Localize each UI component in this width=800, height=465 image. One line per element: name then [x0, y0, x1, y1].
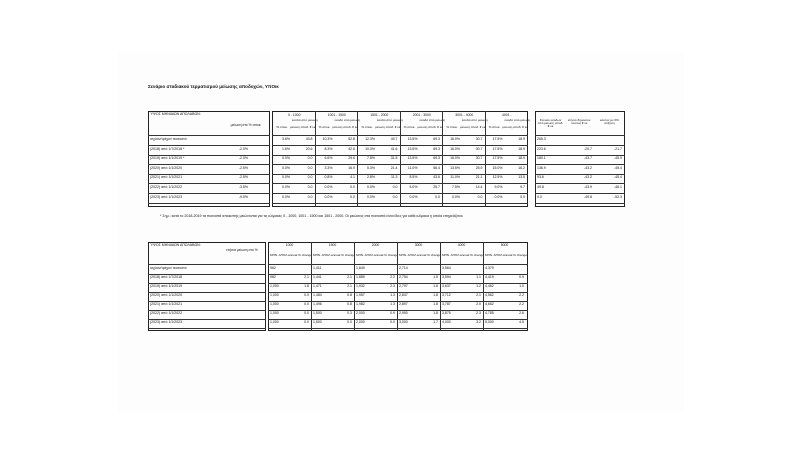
- column-rule: [440, 242, 441, 331]
- monthly-pay: 3,637: [442, 284, 451, 288]
- annual-change: 0.0: [347, 320, 352, 324]
- monthly-pay-header: ΜΗΝ. ΑΠΟΛ.: [356, 253, 375, 257]
- summary-value: -49.8: [584, 194, 592, 199]
- bracket-amount: 0.0: [392, 185, 398, 189]
- table2-reduction-header: ετήσια μείωση στο %: [226, 248, 258, 252]
- bracket-range: 1501 - 2000: [370, 113, 389, 117]
- column-rule: [311, 242, 312, 331]
- row-reduction: -2.5%: [238, 175, 248, 180]
- bracket-pct: 0.0%: [282, 175, 290, 180]
- bracket-amount: 30.7: [475, 137, 483, 141]
- bracket-pct: 17.5%: [492, 156, 503, 161]
- monthly-pay: 1,000: [270, 311, 279, 315]
- monthly-pay: 2,000: [356, 320, 365, 324]
- bracket-amount: 0.0: [307, 165, 313, 170]
- bracket-amount: 56.4: [433, 165, 440, 170]
- bracket-pct: 13.5%: [407, 137, 418, 141]
- annual-change: 1.8: [433, 311, 438, 315]
- monthly-pay: 1,411: [313, 266, 322, 270]
- table1-reduction-header: μείωση στο % αποκ.: [230, 123, 262, 127]
- row-reduction: -2.0%: [238, 146, 248, 151]
- bracket-desc: έσοδα από μείωση: [462, 118, 488, 122]
- row-rule: [535, 135, 625, 136]
- table2-corner-label: ΎΨΟΣ ΜΗΝΙΑΙΩΝ ΑΠΟΛΑΒΩΝ:: [150, 243, 201, 247]
- summary-value: -43.9: [584, 185, 592, 189]
- monthly-pay: 1,500: [313, 320, 322, 324]
- bracket-amount: 0.0: [307, 185, 313, 189]
- salary-level: 4000: [457, 243, 466, 247]
- bracket-amount: 43.8: [305, 137, 313, 141]
- bracket-amount: 0.0: [307, 156, 313, 161]
- monthly-pay-header: ΜΗΝ. ΑΠΟΛ.: [313, 253, 332, 257]
- annual-change-header: annual % change: [460, 253, 484, 257]
- bracket-amount-header: μείωση αποδ. € εκ: [290, 125, 316, 129]
- column-rule: [397, 242, 398, 331]
- bracket-amount: 14.4: [475, 185, 483, 189]
- bracket-desc: έσοδα από μείωση: [504, 118, 531, 122]
- row-rule: [272, 203, 528, 204]
- bracket-amount: 43.6: [433, 175, 440, 180]
- annual-change: 0.8: [347, 293, 352, 297]
- summary-value: -52.3: [614, 194, 622, 199]
- bracket-amount: 29.6: [348, 156, 355, 161]
- annual-change: 2.6: [519, 311, 524, 315]
- summary-value: 180.1: [537, 156, 546, 161]
- summary-value: -21.7: [614, 146, 622, 151]
- bracket-pct: 12.3%: [365, 137, 375, 141]
- annual-change: 1.8: [304, 284, 309, 288]
- annual-change-header: annual % change: [374, 253, 398, 257]
- bracket-amount: 0.0: [350, 194, 355, 199]
- row-label: (2023) από 1/1/2023: [150, 320, 183, 324]
- bracket-amount-header: μείωση αποδ. € εκ: [375, 125, 401, 129]
- bracket-amount: 11.3: [390, 175, 398, 180]
- row-label: (2019) από 1/1/2019 *: [150, 156, 185, 161]
- bracket-pct: 11.0%: [450, 175, 460, 180]
- column-rule: [483, 242, 484, 331]
- monthly-pay: 3,875: [442, 311, 451, 315]
- bracket-amount: 0.0: [350, 185, 355, 189]
- bracket-amount: 0.0: [435, 194, 440, 199]
- bracket-amount: 0.0: [307, 175, 313, 180]
- bracket-pct-header: % αποκ.: [276, 125, 288, 129]
- monthly-pay: 2,847: [399, 293, 408, 297]
- bracket-amount: 4.1: [350, 175, 355, 180]
- bracket-pct: 9.0%: [494, 185, 503, 189]
- document-title: Σενάριο σταδιακού τερματισμού μείωσης αποδοχών, ΥπΟικ: [148, 84, 279, 89]
- bracket-pct: 15.0%: [492, 165, 503, 170]
- bracket-pct: 16.0%: [450, 156, 460, 161]
- salary-level: 5000: [500, 243, 509, 247]
- bracket-desc: έσοδα από μείωση: [334, 118, 361, 122]
- bracket-amount: 31.5: [390, 156, 398, 161]
- bracket-pct: 0.0%: [282, 165, 290, 170]
- bracket-range: 1001 - 1500: [327, 113, 346, 117]
- monthly-pay: 3,564: [442, 266, 451, 270]
- monthly-pay: 4,662: [485, 302, 494, 306]
- bracket-pct: 16.0%: [450, 146, 460, 151]
- bracket-amount: 25.9: [475, 165, 483, 170]
- bracket-pct-header: % αποκ.: [361, 125, 373, 129]
- row-label: (2021) από 1/1/2021: [150, 175, 183, 180]
- bracket-pct: 6.6%: [324, 156, 333, 161]
- monthly-pay: 2,754: [399, 275, 408, 279]
- row-rule: [535, 174, 625, 175]
- row-label: (2022) από 1/1/2022: [150, 311, 183, 315]
- summary-header: κόστος με 0% αύξηση: [600, 118, 619, 126]
- bracket-pct: 3.6%: [282, 137, 290, 141]
- bracket-pct: 0.8%: [324, 175, 333, 180]
- bracket-pct: 5.0%: [409, 185, 418, 189]
- annual-change: 3.2: [476, 320, 481, 324]
- bracket-amount: 25.7: [433, 185, 440, 189]
- bracket-amount: 16.2: [518, 165, 525, 170]
- bracket-amount: 9.7: [520, 185, 525, 189]
- summary-value: -45.9: [614, 156, 622, 161]
- summary-header: ετήσια δημοσιον. κόστος € εκ: [567, 118, 592, 126]
- monthly-pay: 3,712: [442, 293, 451, 297]
- row-rule: [535, 145, 625, 146]
- bracket-amount: 0.0: [520, 194, 525, 199]
- monthly-pay: 1,000: [270, 293, 279, 297]
- monthly-pay: 1,000: [270, 302, 279, 306]
- row-rule: [148, 328, 266, 329]
- row-reduction: -3.5%: [238, 185, 248, 189]
- row-label: (2022) από 1/1/2022: [150, 185, 183, 189]
- summary-value: 49.8: [537, 185, 544, 189]
- bracket-pct: 13.5%: [450, 165, 460, 170]
- annual-change: 2.3: [476, 311, 481, 315]
- row-label: (2023) από 1/1/2023: [150, 194, 183, 199]
- bracket-pct: 7.8%: [367, 156, 375, 161]
- annual-change-header: annual % change: [417, 253, 441, 257]
- annual-change: 2.2: [519, 293, 524, 297]
- row-label: (2021) από 1/1/2021: [150, 302, 183, 306]
- annual-change: 2.2: [390, 275, 395, 279]
- salary-level: 3000: [414, 243, 423, 247]
- monthly-pay: 1,932: [356, 284, 365, 288]
- bracket-amount: 18.9: [518, 137, 525, 141]
- monthly-pay: 1,889: [356, 275, 365, 279]
- row-rule: [148, 193, 270, 194]
- bracket-range: 4001 -: [501, 113, 512, 117]
- row-label: ισχύον/τρέχον ποσοστό: [150, 137, 187, 141]
- bracket-amount: 0.0: [307, 194, 313, 199]
- row-reduction: -2.5%: [238, 165, 248, 170]
- annual-change: 2.1: [476, 293, 481, 297]
- monthly-pay: 1,000: [270, 284, 279, 288]
- monthly-pay-header: ΜΗΝ. ΑΠΟΛ.: [485, 253, 504, 257]
- annual-change: 0.0: [304, 311, 309, 315]
- bracket-range: 2001 - 3000: [412, 113, 431, 117]
- row-label: (2020) από 1/1/2020: [150, 165, 183, 170]
- monthly-pay: 1,484: [313, 293, 322, 297]
- row-rule: [535, 183, 625, 184]
- bracket-pct: 10.3%: [322, 137, 333, 141]
- monthly-pay: 962: [270, 266, 276, 270]
- bracket-desc: έσοδα από μείωση: [377, 118, 403, 122]
- summary-value: -46.1: [614, 185, 622, 189]
- salary-level: 1500: [328, 243, 337, 247]
- row-rule: [272, 145, 528, 146]
- bracket-pct: 0.0%: [367, 194, 375, 199]
- bracket-pct: 12.5%: [492, 175, 503, 180]
- monthly-pay: 4,562: [485, 293, 494, 297]
- monthly-pay: 3,594: [442, 275, 451, 279]
- summary-value: 0.0: [537, 194, 542, 199]
- bracket-amount: 69.3: [433, 156, 440, 161]
- bracket-pct: 0.0%: [452, 194, 460, 199]
- bracket-pct-header: % αποκ.: [318, 125, 331, 129]
- monthly-pay-header: ΜΗΝ. ΑΠΟΛ.: [442, 253, 461, 257]
- summary-value: -45.4: [614, 175, 622, 180]
- annual-change: 1.1: [476, 275, 481, 279]
- annual-change: 0.9: [519, 275, 524, 279]
- bracket-amount: 69.3: [433, 137, 440, 141]
- row-label: (2020) από 1/1/2020: [150, 293, 183, 297]
- monthly-pay: 1,471: [313, 284, 322, 288]
- row-label: ισχύον/τρέχον ποσοστό: [150, 266, 187, 270]
- annual-change: 1.3: [390, 293, 395, 297]
- bracket-pct: 0.0%: [324, 185, 333, 189]
- bracket-amount: 41.6: [390, 146, 398, 151]
- bracket-amount: 18.9: [518, 156, 525, 161]
- summary-value: -43.2: [584, 165, 592, 170]
- annual-change: 2.3: [390, 284, 395, 288]
- monthly-pay: 1,982: [356, 302, 365, 306]
- bracket-amount: 20.6: [305, 146, 313, 151]
- bracket-amount-header: μείωση αποδ. € εκ: [460, 125, 486, 129]
- monthly-pay: 982: [270, 275, 276, 279]
- annual-change: 0.3: [347, 311, 352, 315]
- bracket-pct: 16.0%: [450, 137, 460, 141]
- monthly-pay: 2,950: [399, 311, 408, 315]
- row-label: (2018) από 1/7/2018: [150, 275, 183, 279]
- bracket-pct: 2.8%: [367, 175, 375, 180]
- bracket-pct: 8.3%: [324, 146, 333, 151]
- bracket-amount: 21.4: [390, 165, 398, 170]
- monthly-pay: 1,441: [313, 275, 322, 279]
- annual-change: 0.0: [304, 320, 309, 324]
- row-reduction: -9.0%: [238, 194, 248, 199]
- annual-change: 1.0: [519, 284, 524, 288]
- bracket-pct-header: % αποκ.: [488, 125, 501, 129]
- monthly-pay: 4,419: [485, 275, 494, 279]
- bracket-pct: 3.3%: [324, 165, 333, 170]
- annual-change: 0.9: [390, 311, 395, 315]
- bracket-pct: 1.6%: [282, 146, 290, 151]
- monthly-pay: 1,849: [356, 266, 365, 270]
- monthly-pay: 3,787: [442, 302, 451, 306]
- bracket-amount: 18.9: [518, 146, 525, 151]
- bracket-amount-header: μείωση αποδ. € εκ: [502, 125, 528, 129]
- bracket-amount: 21.1: [475, 175, 483, 180]
- monthly-pay-header: ΜΗΝ. ΑΠΟΛ.: [270, 253, 289, 257]
- annual-change: 0.0: [304, 302, 309, 306]
- row-rule: [272, 193, 528, 194]
- row-rule: [268, 264, 528, 265]
- row-rule: [148, 203, 270, 204]
- annual-change: 2.1: [304, 275, 309, 279]
- row-rule: [535, 155, 625, 156]
- bracket-pct: 0.0%: [494, 194, 503, 199]
- footnote: * Σημ.: κατά το 2018-2019 τα ποσοστά αποκοπής μειώνονται για τις κλίμακες 0 - 1000, 1001 - 1500 και 1501 - 2000. Οι μειώσεις στα ποσοστά είναι ίδιες για κάθε κλίμακα η οποία επηρεάζεται.: [160, 214, 464, 218]
- row-label: (2018) από 1/7/2018 *: [150, 146, 185, 151]
- bracket-amount: 49.7: [390, 137, 398, 141]
- summary-value: -43.7: [584, 156, 592, 161]
- monthly-pay: 3,000: [399, 320, 408, 324]
- annual-change-header: annual % change: [288, 253, 312, 257]
- row-label: (2019) από 1/1/2019: [150, 284, 183, 288]
- annual-change: 1.8: [433, 302, 438, 306]
- monthly-pay: 2,000: [356, 311, 365, 315]
- annual-change: 1.3: [390, 302, 395, 306]
- annual-change: 1.5: [433, 275, 438, 279]
- bracket-pct: 11.0%: [407, 165, 418, 170]
- annual-change: 2.2: [519, 302, 524, 306]
- monthly-pay-header: ΜΗΝ. ΑΠΟΛ.: [399, 253, 418, 257]
- salary-level: 1000: [285, 243, 294, 247]
- monthly-pay: 2,797: [399, 284, 408, 288]
- summary-value: 136.9: [537, 165, 546, 170]
- bracket-pct-header: % αποκ.: [446, 125, 458, 129]
- bracket-range: 3001 - 4000: [455, 113, 474, 117]
- monthly-pay: 1,957: [356, 293, 365, 297]
- bracket-pct: 0.0%: [367, 185, 375, 189]
- bracket-amount: 0.0: [392, 194, 398, 199]
- bracket-pct-header: % αποκ.: [403, 125, 416, 129]
- annual-change: 0.8: [347, 302, 352, 306]
- annual-change: 2.1: [347, 284, 352, 288]
- summary-value: -43.2: [584, 175, 592, 180]
- document-page: [118, 52, 684, 412]
- row-rule: [148, 145, 270, 146]
- bracket-amount-header: μείωση αποδ. € εκ: [417, 125, 443, 129]
- bracket-pct: 17.5%: [492, 146, 503, 151]
- row-rule: [148, 264, 266, 265]
- bracket-pct: 0.0%: [282, 156, 290, 161]
- bracket-amount-header: μείωση αποδ. € εκ: [332, 125, 358, 129]
- row-rule: [268, 328, 528, 329]
- bracket-desc: έσοδα από μείωση: [292, 118, 318, 122]
- bracket-pct: 13.5%: [407, 156, 418, 161]
- monthly-pay: 2,714: [399, 266, 408, 270]
- row-rule: [148, 135, 270, 136]
- annual-change: 1.2: [476, 284, 481, 288]
- bracket-pct: 13.5%: [407, 146, 418, 151]
- bracket-amount: 16.9: [348, 165, 355, 170]
- table1-corner-label: ΎΨΟΣ ΜΗΝΙΑΙΩΝ ΑΠΟΛΑΒΩΝ:: [150, 112, 201, 116]
- bracket-pct: 0.0%: [282, 185, 290, 189]
- monthly-pay: 1,000: [270, 320, 279, 324]
- bracket-amount: 0.0: [477, 194, 483, 199]
- annual-change: 2.1: [347, 275, 352, 279]
- annual-change: 2.0: [476, 302, 481, 306]
- annual-change: 4.5: [519, 320, 524, 324]
- monthly-pay: 4,000: [442, 320, 451, 324]
- bracket-pct: 7.5%: [452, 185, 460, 189]
- monthly-pay: 1,500: [313, 311, 322, 315]
- summary-value: -45.4: [614, 165, 622, 170]
- bracket-pct: 0.0%: [282, 194, 290, 199]
- bracket-range: 0 - 1000: [288, 113, 301, 117]
- bracket-pct: 0.0%: [409, 194, 418, 199]
- summary-value: 93.6: [537, 175, 544, 180]
- bracket-amount: 30.7: [475, 156, 483, 161]
- monthly-pay: 4,462: [485, 284, 494, 288]
- annual-change: 1.8: [433, 293, 438, 297]
- column-rule: [354, 242, 355, 331]
- monthly-pay: 1,496: [313, 302, 322, 306]
- summary-value: -20.7: [584, 146, 592, 151]
- row-rule: [535, 193, 625, 194]
- bracket-pct: 0.0%: [324, 194, 333, 199]
- summary-header: Σύνολο εσόδων από μείωση αποδ. € εκ: [537, 118, 564, 129]
- bracket-pct: 8.5%: [409, 175, 418, 180]
- bracket-desc: έσοδα από μείωση: [419, 118, 446, 122]
- monthly-pay: 4,785: [485, 311, 494, 315]
- annual-change: 1.6: [433, 284, 438, 288]
- bracket-amount: 52.8: [348, 137, 355, 141]
- salary-level: 2000: [371, 243, 380, 247]
- bracket-amount: 42.6: [348, 146, 355, 151]
- annual-change: 1.7: [433, 320, 438, 324]
- annual-change: 0.0: [304, 293, 309, 297]
- annual-change-header: annual % change: [503, 253, 527, 257]
- monthly-pay: 5,000: [485, 320, 494, 324]
- bracket-amount: 69.3: [433, 146, 440, 151]
- monthly-pay: 4,379: [485, 266, 494, 270]
- summary-value: 223.6: [537, 146, 546, 151]
- bracket-amount: 13.5: [518, 175, 525, 180]
- annual-change: 0.0: [390, 320, 395, 324]
- bracket-pct: 10.3%: [365, 146, 375, 151]
- row-rule: [535, 203, 625, 204]
- annual-change-header: annual % change: [331, 253, 355, 257]
- summary-value: 265.3: [537, 137, 546, 141]
- monthly-pay: 2,897: [399, 302, 408, 306]
- bracket-amount: 30.7: [475, 146, 483, 151]
- bracket-pct: 17.5%: [492, 137, 503, 141]
- row-reduction: -2.0%: [238, 156, 248, 161]
- bracket-pct: 5.3%: [367, 165, 375, 170]
- row-rule: [535, 164, 625, 165]
